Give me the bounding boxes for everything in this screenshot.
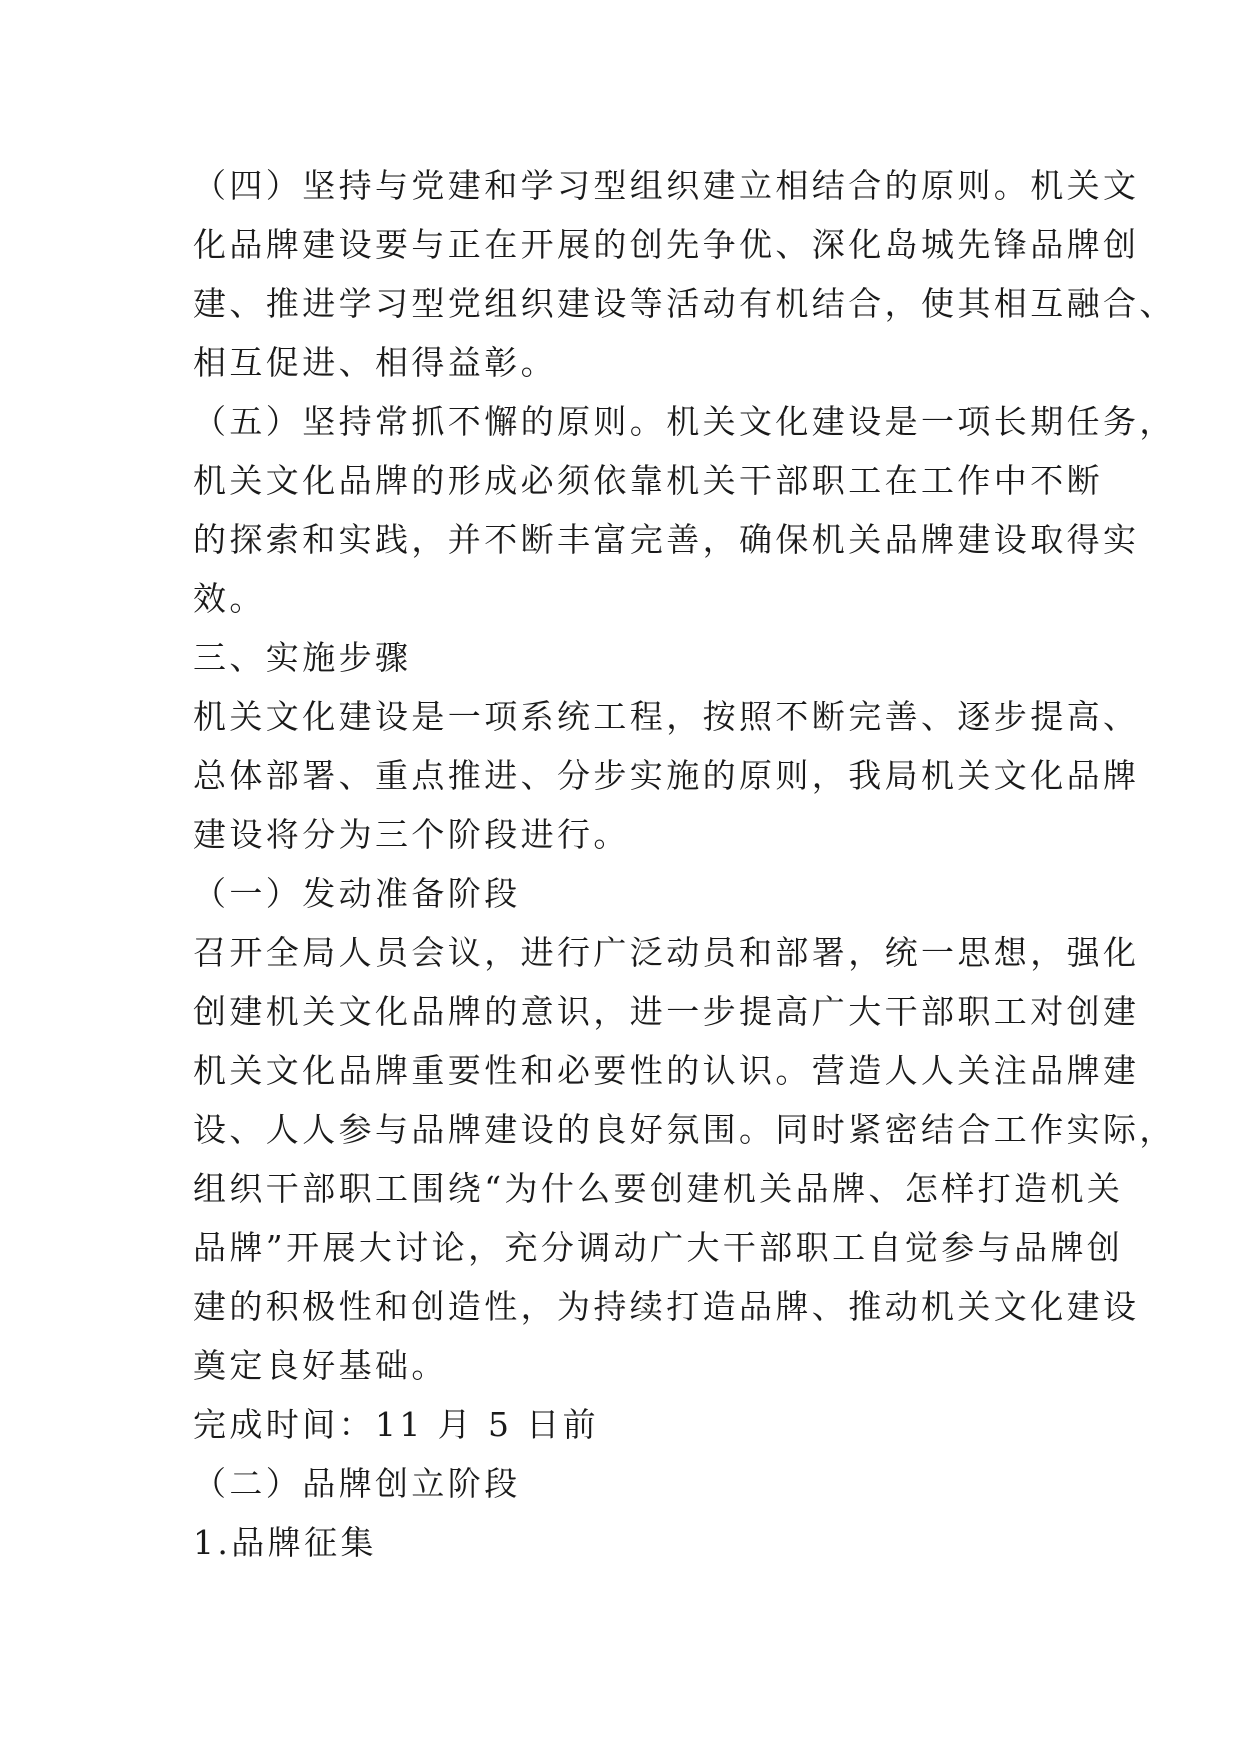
paragraph-line: 总体部署、重点推进、分步实施的原则，我局机关文化品牌 — [193, 756, 1140, 795]
paragraph-line: 相互促进、相得益彰。 — [193, 343, 557, 382]
paragraph-line: 的探索和实践，并不断丰富完善，确保机关品牌建设取得实 — [193, 520, 1140, 559]
paragraph-line: 机关文化品牌的形成必须依靠机关干部职工在工作中不断 — [193, 461, 1103, 500]
paragraph-line: 建的积极性和创造性，为持续打造品牌、推动机关文化建设 — [193, 1287, 1140, 1326]
paragraph-line: 组织干部职工围绕“为什么要创建机关品牌、怎样打造机关 — [193, 1169, 1124, 1208]
completion-time: 完成时间：11 月 5 日前 — [193, 1405, 600, 1444]
paragraph-line: 建、推进学习型党组织建设等活动有机结合，使其相互融合、 — [193, 284, 1176, 323]
paragraph-line: 机关文化建设是一项系统工程，按照不断完善、逐步提高、 — [193, 697, 1140, 736]
paragraph-line: 召开全局人员会议，进行广泛动员和部署，统一思想，强化 — [193, 933, 1140, 972]
paragraph-line: 奠定良好基础。 — [193, 1346, 448, 1385]
paragraph-line: 创建机关文化品牌的意识，进一步提高广大干部职工对创建 — [193, 992, 1140, 1031]
list-item-heading: 1.品牌征集 — [193, 1523, 377, 1562]
paragraph-line: （四）坚持与党建和学习型组织建立相结合的原则。机关文 — [193, 166, 1140, 205]
section-heading: 三、实施步骤 — [193, 638, 412, 677]
subsection-heading: （二）品牌创立阶段 — [193, 1464, 521, 1503]
paragraph-line: （五）坚持常抓不懈的原则。机关文化建设是一项长期任务， — [193, 402, 1176, 441]
subsection-heading: （一）发动准备阶段 — [193, 874, 521, 913]
paragraph-line: 机关文化品牌重要性和必要性的认识。营造人人关注品牌建 — [193, 1051, 1140, 1090]
paragraph-line: 设、人人参与品牌建设的良好氛围。同时紧密结合工作实际， — [193, 1110, 1176, 1149]
paragraph-line: 品牌”开展大讨论，充分调动广大干部职工自觉参与品牌创 — [193, 1228, 1124, 1267]
paragraph-line: 化品牌建设要与正在开展的创先争优、深化岛城先锋品牌创 — [193, 225, 1140, 264]
paragraph-line: 建设将分为三个阶段进行。 — [193, 815, 630, 854]
paragraph-line: 效。 — [193, 579, 266, 618]
